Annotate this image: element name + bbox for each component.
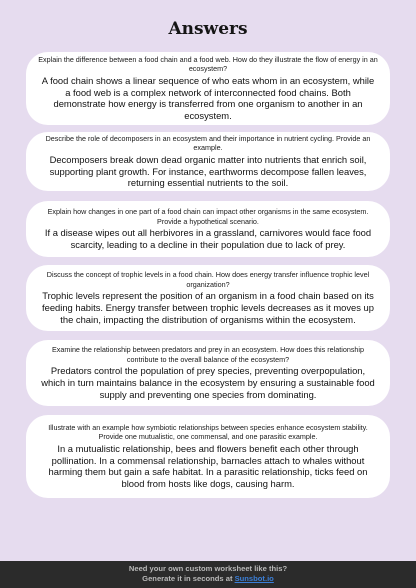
answer-text: Predators control the population of prey species, preventing overpopulation, which in turn maintains balance in the ecosystem by ensuring a sustainable food supply and preventing one species from dominating. xyxy=(41,365,375,400)
question-text: Examine the relationship between predators and prey in an ecosystem. How does this relationship contribute to the overall balance of the ecosystem? xyxy=(51,345,365,364)
footer-link[interactable]: Sunsbot.io xyxy=(234,574,274,583)
answer-card-2 xyxy=(26,132,390,191)
answer-text: Decomposers break down dead organic matter into nutrients that enrich soil, supporting plant growth. For instance, earthworms decompose fallen leaves, returning essential nutrients to the soil. xyxy=(49,153,367,189)
answer-card-5 xyxy=(26,340,390,406)
answer-card-6 xyxy=(26,415,390,498)
footer-line-1: Need your own custom worksheet like this? xyxy=(128,564,288,573)
answer-card-4 xyxy=(26,265,390,331)
answer-card-1 xyxy=(26,52,390,125)
question-text: Explain the difference between a food chain and a food web. How do they illustrate the flow of energy in an ecosystem? xyxy=(38,55,378,74)
question-text: Discuss the concept of trophic levels in a food chain. How does energy transfer influence trophic level organization? xyxy=(46,270,370,289)
question-text: Explain how changes in one part of a food chain can impact other organisms in the same ecosystem. Provide a hypothetical scenario. xyxy=(47,207,369,226)
page-title: Answers xyxy=(168,19,248,39)
answer-text: Trophic levels represent the position of an organism in a food chain based on its feeding habits. Energy transfer between trophic levels decreases as it moves up the chain, impacting the distribution of organisms within the ecosystem. xyxy=(42,290,374,325)
answer-text: If a disease wipes out all herbivores in a grassland, carnivores would face food scarcity, leading to a decline in their population due to lack of prey. xyxy=(44,227,372,250)
footer-line-2 xyxy=(0,574,416,584)
promo-footer xyxy=(0,561,416,588)
question-text: Illustrate with an example how symbiotic relationships between species enhance ecosystem stability. Provide one mutualistic, one commensal, and one parasitic example. xyxy=(48,423,368,442)
answer-text: In a mutualistic relationship, bees and flowers benefit each other through pollination. In a commensal relationship, barnacles attach to whales without harming them but gain a safe habitat. In a parasitic relationship, ticks feed on blood from hosts like dogs, causing harm. xyxy=(48,442,368,490)
answer-text: A food chain shows a linear sequence of who eats whom in an ecosystem, while a food web is a complex network of interconnected food chains. Both demonstrate how energy is transferred from one organism to another in an ecosystem. xyxy=(41,74,375,122)
answer-card-3 xyxy=(26,201,390,257)
footer-prefix: Generate it in seconds at xyxy=(142,574,235,583)
question-text: Describe the role of decomposers in an ecosystem and their importance in nutrient cycling. Provide an example. xyxy=(45,133,371,153)
